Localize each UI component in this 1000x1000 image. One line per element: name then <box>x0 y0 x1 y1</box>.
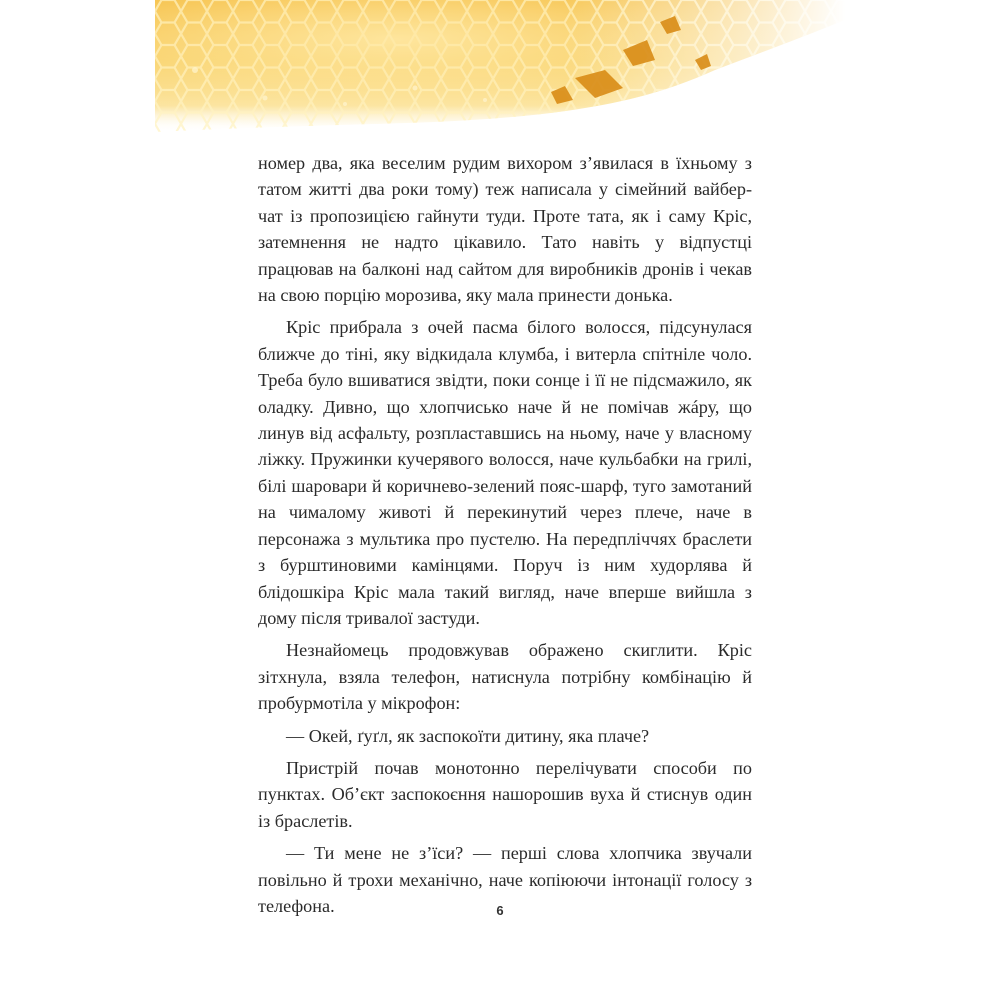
honeycomb-image <box>155 0 845 140</box>
paragraph-2: Кріс прибрала з очей пасма білого волосся, підсунулася ближче до тіні, яку відкидала клумба, і витерла спітніле чоло. Треба було вшиватися звідти, поки сонце і її не підсмажило, як оладку. Дивно, що хлопчисько наче й не помічав жáру, що линув від асфальту, розпластавшись на ньому, наче у власному ліжку. Пружинки кучерявого волосся, наче кульбабки на грилі, білі шаровари й коричнево-зелений пояс-шарф, туго замотаний на чималому животі й перекинутий через плече, наче в персонажа з мультика про пустелю. На передпліччях браслети з бурштиновими камінцями. Поруч із ним худорлява й блідошкіра Кріс мала такий вигляд, наче вперше вийшла з дому після тривалої застуди. <box>258 317 752 628</box>
page-number: 6 <box>496 903 504 918</box>
body-text <box>258 150 752 919</box>
paragraph-3: Незнайомець продовжував ображено скиглити. Кріс зітхнула, взяла телефон, натиснула потрібну комбінацію й пробурмотіла у мікрофон: <box>258 640 752 714</box>
paragraph-4: Пристрій почав монотонно перелічувати способи по пунктах. Об’єкт заспокоєння нашорошив вуха й стиснув один із браслетів. <box>258 757 752 831</box>
honeycomb-header-illustration <box>155 0 845 140</box>
paragraph-1: номер два, яка веселим рудим вихором з’явилася в їхньому з татом житті два роки тому) теж написала у сімейний вайбер-чат із пропозицією гайнути туди. Проте тата, як і саму Кріс, затемнення не надто цікавило. Тато навіть у відпустці працював на балконі над сайтом для виробників дронів і чекав на свою порцію морозива, яку мала принести донька. <box>258 153 752 306</box>
dialogue-line-1: — Окей, ґуґл, як заспокоїти дитину, яка плаче? <box>286 725 650 746</box>
dialogue-line-2: — Ти мене не з’їси? — перші слова хлопчика звучали повільно й трохи механічно, наче копіюючи інтонації голосу з телефона. <box>258 843 752 916</box>
